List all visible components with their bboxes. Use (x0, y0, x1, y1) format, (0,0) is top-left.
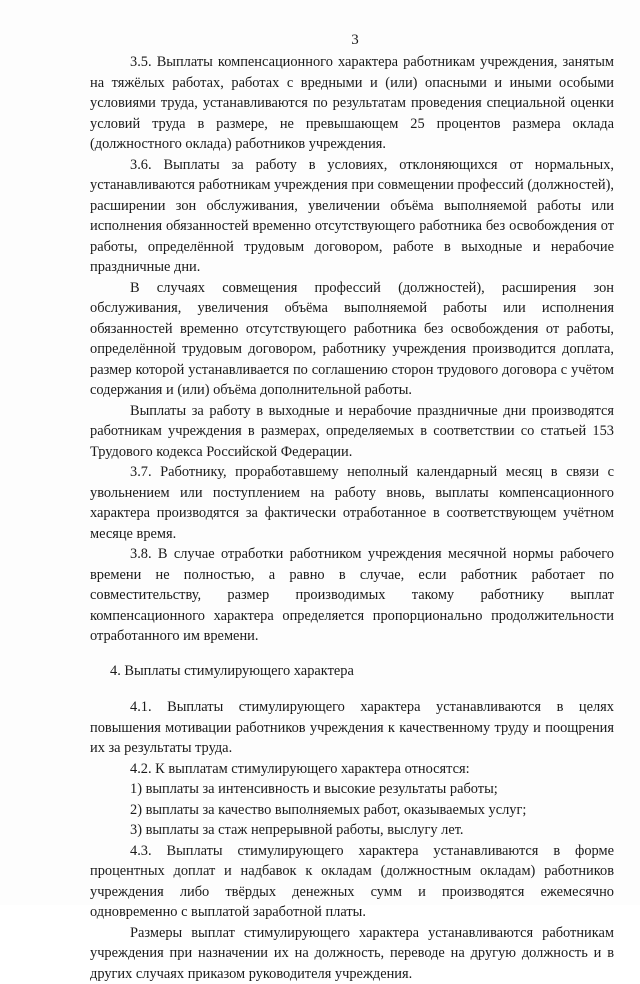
paragraph-sizes: Размеры выплат стимулирующего характера устанавливаются работникам учреждения при назначении их на должность, переводе на другую должность и в других случаях приказом руководителя учреждения. (90, 923, 614, 984)
paragraph-3-7: 3.7. Работнику, проработавшему неполный календарный месяц в связи с увольнением или поступлением на работу вновь, выплаты компенсационного характера производятся за фактически отработанное в соответствующем учётном месяце время. (90, 462, 614, 544)
paragraph-4-3: 4.3. Выплаты стимулирующего характера устанавливаются в форме процентных доплат и надбавок к окладам (должностным окладам) работников учреждения либо твёрдых денежных сумм и производятся ежемесячно одновременно с выплатой заработной платы. (90, 841, 614, 923)
paragraph-4-2: 4.2. К выплатам стимулирующего характера относятся: (90, 759, 614, 780)
paragraph-combination: В случаях совмещения профессий (должностей), расширения зон обслуживания, увеличения объёма выполняемой работы или исполнения обязанностей временно отсутствующего работника без освобождения от работы, определённой трудовым договором, работнику учреждения производится доплата, размер которой устанавливается по соглашению сторон трудового договора с учётом содержания и (или) объёма дополнительной работы. (90, 278, 614, 401)
list-item: 1) выплаты за интенсивность и высокие результаты работы; (90, 779, 614, 800)
list-item: 3) выплаты за стаж непрерывной работы, выслугу лет. (90, 820, 614, 841)
document-body (90, 52, 614, 984)
page-number: 3 (0, 30, 640, 51)
list-item: 2) выплаты за качество выполняемых работ, оказываемых услуг; (90, 800, 614, 821)
paragraph-3-8: 3.8. В случае отработки работником учреждения месячной нормы рабочего времени не полностью, а равно в случае, если работник работает по совместительству, размер производимых такому работнику выплат компенсационного характера определяется пропорционально продолжительности отработанного им времени. (90, 544, 614, 647)
paragraph-4-1: 4.1. Выплаты стимулирующего характера устанавливаются в целях повышения мотивации работников учреждения к качественному труду и поощрения их за результаты труда. (90, 697, 614, 759)
paragraph-3-5: 3.5. Выплаты компенсационного характера работникам учреждения, занятым на тяжёлых работах, работах с вредными и (или) опасными и иными особыми условиями труда, устанавливаются по результатам проведения специальной оценки условий труда в размере, не превышающем 25 процентов размера оклада (должностного оклада) работников учреждения. (90, 52, 614, 155)
paragraph-holidays: Выплаты за работу в выходные и нерабочие праздничные дни производятся работникам учреждения в размерах, определяемых в соответствии со статьей 153 Трудового кодекса Российской Федерации. (90, 401, 614, 463)
section-heading: 4. Выплаты стимулирующего характера (90, 661, 614, 682)
paragraph-3-6: 3.6. Выплаты за работу в условиях, отклоняющихся от нормальных, устанавливаются работникам учреждения при совмещении профессий (должностей), расширении зон обслуживания, увеличении объёма выполняемой работы или исполнения обязанностей временно отсутствующего работника без освобождения от работы, определённой трудовым договором, работе в выходные и нерабочие праздничные дни. (90, 155, 614, 278)
